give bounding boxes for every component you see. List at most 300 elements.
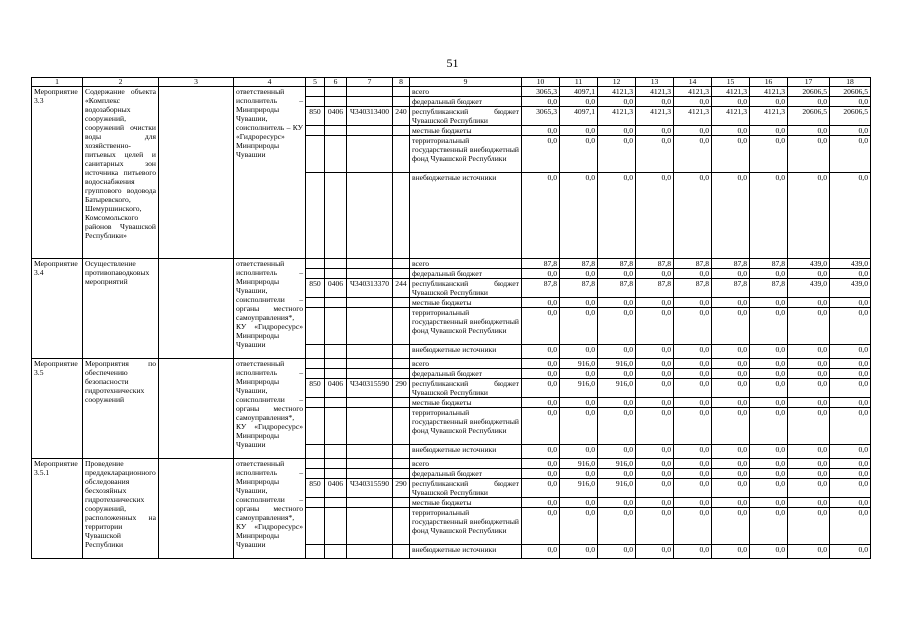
executor: ответственный исполнитель – Минприроды Чувашии, соисполнители – органы местного самоуправления*, КУ «Гидроресурс» Минприроды Чувашии: [234, 459, 306, 559]
amount-cell: 87,8: [674, 279, 712, 298]
amount-cell: 0,0: [788, 445, 830, 459]
code-empty: [325, 508, 347, 545]
amount-cell: 0,0: [750, 97, 788, 107]
amount-cell: 0,0: [522, 398, 560, 408]
amount-cell: 0,0: [636, 469, 674, 479]
amount-cell: 87,8: [560, 279, 598, 298]
amount-cell: 0,0: [712, 498, 750, 508]
amount-cell: 0,0: [712, 398, 750, 408]
amount-cell: 916,0: [598, 459, 636, 469]
amount-cell: 0,0: [712, 298, 750, 308]
code-empty: [325, 308, 347, 345]
amount-cell: 0,0: [712, 445, 750, 459]
funding-source: федеральный бюджет: [410, 469, 522, 479]
amount-cell: 87,8: [560, 259, 598, 269]
code-csr: Ч340313400: [347, 107, 393, 126]
amount-cell: 0,0: [636, 445, 674, 459]
amount-cell: 916,0: [598, 479, 636, 498]
amount-cell: 0,0: [750, 469, 788, 479]
amount-cell: 0,0: [560, 126, 598, 136]
amount-cell: 0,0: [830, 359, 871, 369]
code-empty: [347, 408, 393, 445]
amount-cell: 0,0: [750, 445, 788, 459]
code-empty: [347, 97, 393, 107]
table-row: [32, 459, 871, 469]
amount-cell: 87,8: [712, 279, 750, 298]
amount-cell: 0,0: [712, 469, 750, 479]
code-empty: [306, 97, 325, 107]
header-cell: 16: [750, 78, 788, 87]
amount-cell: 0,0: [598, 345, 636, 359]
code-empty: [325, 408, 347, 445]
code-csr: Ч340315590: [347, 479, 393, 498]
amount-cell: 0,0: [830, 345, 871, 359]
funding-source: федеральный бюджет: [410, 269, 522, 279]
code-empty: [393, 445, 410, 459]
measure-label: Мероприятие 3.3: [32, 87, 83, 259]
amount-cell: 0,0: [712, 459, 750, 469]
amount-cell: 0,0: [750, 269, 788, 279]
header-cell: 15: [712, 78, 750, 87]
funding-source: республиканский бюджет Чувашской Республики: [410, 107, 522, 126]
code-empty: [393, 173, 410, 259]
amount-cell: 0,0: [522, 408, 560, 445]
amount-cell: 0,0: [830, 398, 871, 408]
amount-cell: 0,0: [712, 126, 750, 136]
amount-cell: 0,0: [788, 298, 830, 308]
code-empty: [325, 97, 347, 107]
code-empty: [347, 259, 393, 269]
amount-cell: 0,0: [788, 369, 830, 379]
amount-cell: 0,0: [830, 479, 871, 498]
header-cell: 1: [32, 78, 83, 87]
amount-cell: 0,0: [560, 498, 598, 508]
amount-cell: 916,0: [598, 359, 636, 369]
funding-source: республиканский бюджет Чувашской Республики: [410, 379, 522, 398]
amount-cell: 0,0: [788, 379, 830, 398]
amount-cell: 0,0: [522, 298, 560, 308]
code-empty: [325, 126, 347, 136]
amount-cell: 0,0: [750, 508, 788, 545]
header-cell: 17: [788, 78, 830, 87]
amount-cell: 0,0: [560, 545, 598, 559]
amount-cell: 0,0: [598, 545, 636, 559]
amount-cell: 4097,1: [560, 107, 598, 126]
amount-cell: 0,0: [636, 498, 674, 508]
amount-cell: 0,0: [712, 379, 750, 398]
amount-cell: 4121,3: [636, 107, 674, 126]
amount-cell: 0,0: [674, 126, 712, 136]
header-cell: 11: [560, 78, 598, 87]
amount-cell: 0,0: [712, 345, 750, 359]
amount-cell: 916,0: [560, 359, 598, 369]
code-empty: [325, 398, 347, 408]
amount-cell: 0,0: [598, 308, 636, 345]
code-empty: [306, 469, 325, 479]
amount-cell: 0,0: [712, 173, 750, 259]
code-empty: [347, 308, 393, 345]
amount-cell: 87,8: [522, 279, 560, 298]
amount-cell: 0,0: [712, 508, 750, 545]
header-cell: 9: [410, 78, 522, 87]
measure-label: Мероприятие 3.4: [32, 259, 83, 359]
amount-cell: 20606,5: [830, 87, 871, 97]
amount-cell: 0,0: [598, 298, 636, 308]
code-vr: 290: [393, 379, 410, 398]
code-empty: [306, 359, 325, 369]
code-empty: [393, 498, 410, 508]
code-empty: [347, 459, 393, 469]
amount-cell: 87,8: [636, 279, 674, 298]
code-empty: [325, 498, 347, 508]
code-empty: [347, 298, 393, 308]
amount-cell: 0,0: [830, 126, 871, 136]
amount-cell: 4121,3: [712, 87, 750, 97]
code-empty: [347, 398, 393, 408]
amount-cell: 439,0: [788, 279, 830, 298]
code-empty: [306, 308, 325, 345]
amount-cell: 0,0: [750, 126, 788, 136]
code-empty: [325, 269, 347, 279]
amount-cell: 0,0: [636, 345, 674, 359]
funding-source: всего: [410, 459, 522, 469]
code-empty: [325, 259, 347, 269]
amount-cell: 4121,3: [750, 87, 788, 97]
amount-cell: 0,0: [830, 508, 871, 545]
code-empty: [306, 126, 325, 136]
header-cell: 8: [393, 78, 410, 87]
amount-cell: 0,0: [788, 173, 830, 259]
amount-cell: 3065,3: [522, 107, 560, 126]
table-row: [32, 87, 871, 97]
amount-cell: 0,0: [674, 308, 712, 345]
amount-cell: 0,0: [598, 269, 636, 279]
amount-cell: 0,0: [636, 269, 674, 279]
amount-cell: 0,0: [788, 126, 830, 136]
code-empty: [393, 508, 410, 545]
funding-source: всего: [410, 359, 522, 369]
code-empty: [393, 298, 410, 308]
amount-cell: 0,0: [674, 508, 712, 545]
header-cell: 13: [636, 78, 674, 87]
code-empty: [347, 445, 393, 459]
amount-cell: 0,0: [750, 545, 788, 559]
code-empty: [393, 359, 410, 369]
amount-cell: 0,0: [788, 398, 830, 408]
amount-cell: 0,0: [788, 498, 830, 508]
code-empty: [325, 369, 347, 379]
code-empty: [347, 508, 393, 545]
amount-cell: 0,0: [522, 97, 560, 107]
header-cell: 6: [325, 78, 347, 87]
amount-cell: 0,0: [598, 445, 636, 459]
amount-cell: 0,0: [522, 126, 560, 136]
code-rzpr: 0406: [325, 479, 347, 498]
header-cell: 14: [674, 78, 712, 87]
amount-cell: 0,0: [750, 173, 788, 259]
header-cell: 4: [234, 78, 306, 87]
code-empty: [393, 459, 410, 469]
amount-cell: 0,0: [674, 398, 712, 408]
amount-cell: 0,0: [712, 408, 750, 445]
code-rzpr: 0406: [325, 379, 347, 398]
amount-cell: 0,0: [712, 97, 750, 107]
amount-cell: 0,0: [636, 408, 674, 445]
amount-cell: 0,0: [830, 408, 871, 445]
amount-cell: 0,0: [522, 359, 560, 369]
amount-cell: 0,0: [674, 345, 712, 359]
amount-cell: 0,0: [750, 345, 788, 359]
funding-source: местные бюджеты: [410, 398, 522, 408]
amount-cell: 0,0: [674, 469, 712, 479]
amount-cell: 87,8: [712, 259, 750, 269]
amount-cell: 0,0: [830, 498, 871, 508]
amount-cell: 4121,3: [750, 107, 788, 126]
amount-cell: 0,0: [750, 498, 788, 508]
amount-cell: 0,0: [830, 308, 871, 345]
header-cell: 3: [159, 78, 234, 87]
amount-cell: 0,0: [712, 308, 750, 345]
amount-cell: 0,0: [636, 398, 674, 408]
funding-source: территориальный государственный внебюджетный фонд Чувашской Республики: [410, 408, 522, 445]
amount-cell: 0,0: [636, 97, 674, 107]
code-empty: [393, 408, 410, 445]
amount-cell: 0,0: [560, 173, 598, 259]
amount-cell: 0,0: [598, 126, 636, 136]
amount-cell: 0,0: [674, 136, 712, 173]
amount-cell: 0,0: [636, 173, 674, 259]
amount-cell: 439,0: [788, 259, 830, 269]
funding-source: внебюджетные источники: [410, 345, 522, 359]
amount-cell: 0,0: [674, 498, 712, 508]
funding-source: внебюджетные источники: [410, 445, 522, 459]
code-rzpr: 0406: [325, 279, 347, 298]
amount-cell: 0,0: [712, 479, 750, 498]
amount-cell: 0,0: [830, 445, 871, 459]
amount-cell: 0,0: [830, 369, 871, 379]
code-empty: [306, 173, 325, 259]
code-empty: [393, 369, 410, 379]
amount-cell: 0,0: [712, 545, 750, 559]
amount-cell: 0,0: [788, 469, 830, 479]
amount-cell: 0,0: [560, 308, 598, 345]
amount-cell: 0,0: [560, 369, 598, 379]
amount-cell: 439,0: [830, 279, 871, 298]
code-empty: [393, 269, 410, 279]
amount-cell: 0,0: [522, 369, 560, 379]
amount-cell: 0,0: [830, 379, 871, 398]
col3-empty: [159, 259, 234, 359]
amount-cell: 87,8: [598, 279, 636, 298]
amount-cell: 0,0: [522, 508, 560, 545]
amount-cell: 0,0: [674, 97, 712, 107]
amount-cell: 0,0: [750, 459, 788, 469]
amount-cell: 0,0: [636, 459, 674, 469]
amount-cell: 916,0: [560, 379, 598, 398]
funding-source: всего: [410, 87, 522, 97]
amount-cell: 0,0: [636, 308, 674, 345]
amount-cell: 0,0: [560, 445, 598, 459]
amount-cell: 0,0: [522, 269, 560, 279]
code-empty: [325, 345, 347, 359]
amount-cell: 0,0: [560, 469, 598, 479]
funding-source: внебюджетные источники: [410, 545, 522, 559]
code-csr: Ч340313370: [347, 279, 393, 298]
amount-cell: 4121,3: [636, 87, 674, 97]
code-empty: [306, 298, 325, 308]
amount-cell: 0,0: [830, 469, 871, 479]
amount-cell: 916,0: [598, 379, 636, 398]
funding-source: местные бюджеты: [410, 298, 522, 308]
code-empty: [306, 345, 325, 359]
amount-cell: 20606,5: [788, 87, 830, 97]
code-empty: [393, 545, 410, 559]
amount-cell: 0,0: [712, 359, 750, 369]
header-cell: 2: [83, 78, 159, 87]
amount-cell: 0,0: [636, 369, 674, 379]
amount-cell: 916,0: [560, 459, 598, 469]
code-vr: 244: [393, 279, 410, 298]
code-empty: [325, 87, 347, 97]
amount-cell: 0,0: [830, 269, 871, 279]
amount-cell: 0,0: [674, 459, 712, 469]
amount-cell: 0,0: [750, 379, 788, 398]
amount-cell: 0,0: [830, 136, 871, 173]
code-empty: [306, 408, 325, 445]
code-empty: [393, 136, 410, 173]
amount-cell: 0,0: [712, 369, 750, 379]
amount-cell: 87,8: [636, 259, 674, 269]
amount-cell: 0,0: [636, 298, 674, 308]
amount-cell: 4121,3: [712, 107, 750, 126]
measure-label: Мероприятие 3.5.1: [32, 459, 83, 559]
amount-cell: 0,0: [674, 379, 712, 398]
amount-cell: 0,0: [788, 308, 830, 345]
code-empty: [393, 97, 410, 107]
header-row: [32, 78, 871, 87]
code-empty: [306, 498, 325, 508]
amount-cell: 0,0: [522, 479, 560, 498]
measure-name: Мероприятия по обеспечению безопасности гидротехнических сооружений: [83, 359, 159, 459]
code-empty: [347, 345, 393, 359]
amount-cell: 916,0: [560, 479, 598, 498]
code-empty: [325, 545, 347, 559]
executor: ответственный исполнитель – Минприроды Чувашии, соисполнитель – КУ «Гидроресурс» Минприроды Чувашии: [234, 87, 306, 259]
funding-source: территориальный государственный внебюджетный фонд Чувашской Республики: [410, 508, 522, 545]
code-empty: [347, 359, 393, 369]
amount-cell: 4121,3: [674, 107, 712, 126]
amount-cell: 0,0: [788, 479, 830, 498]
code-empty: [306, 445, 325, 459]
amount-cell: 0,0: [636, 545, 674, 559]
code-empty: [347, 269, 393, 279]
amount-cell: 0,0: [830, 459, 871, 469]
header-cell: 10: [522, 78, 560, 87]
amount-cell: 87,8: [522, 259, 560, 269]
amount-cell: 0,0: [560, 269, 598, 279]
code-empty: [347, 469, 393, 479]
amount-cell: 0,0: [788, 508, 830, 545]
amount-cell: 0,0: [522, 498, 560, 508]
code-empty: [393, 469, 410, 479]
amount-cell: 0,0: [522, 173, 560, 259]
amount-cell: 0,0: [674, 445, 712, 459]
code-empty: [306, 136, 325, 173]
table-row: [32, 259, 871, 269]
code-empty: [347, 126, 393, 136]
amount-cell: 0,0: [830, 97, 871, 107]
code-empty: [306, 269, 325, 279]
amount-cell: 0,0: [830, 173, 871, 259]
code-csr: Ч340315590: [347, 379, 393, 398]
funding-source: территориальный государственный внебюджетный фонд Чувашской Республики: [410, 308, 522, 345]
amount-cell: 0,0: [788, 545, 830, 559]
amount-cell: 87,8: [674, 259, 712, 269]
amount-cell: 0,0: [830, 298, 871, 308]
code-empty: [306, 87, 325, 97]
code-empty: [306, 508, 325, 545]
funding-source: всего: [410, 259, 522, 269]
amount-cell: 0,0: [712, 269, 750, 279]
amount-cell: 0,0: [674, 173, 712, 259]
amount-cell: 0,0: [560, 298, 598, 308]
code-grbs: 850: [306, 279, 325, 298]
amount-cell: 0,0: [598, 508, 636, 545]
amount-cell: 0,0: [522, 469, 560, 479]
amount-cell: 87,8: [598, 259, 636, 269]
code-empty: [393, 345, 410, 359]
header-cell: 7: [347, 78, 393, 87]
code-empty: [306, 459, 325, 469]
amount-cell: 0,0: [674, 369, 712, 379]
code-empty: [347, 136, 393, 173]
amount-cell: 0,0: [788, 269, 830, 279]
col3-empty: [159, 359, 234, 459]
table-row: [32, 359, 871, 369]
measure-name: Проведение преддекларационного обследования бесхозяйных гидротехнических сооружений, расположенных на территории Чувашской Республики: [83, 459, 159, 559]
code-grbs: 850: [306, 479, 325, 498]
code-empty: [325, 298, 347, 308]
amount-cell: 0,0: [598, 369, 636, 379]
code-rzpr: 0406: [325, 107, 347, 126]
code-empty: [325, 359, 347, 369]
amount-cell: 0,0: [522, 345, 560, 359]
code-empty: [393, 398, 410, 408]
amount-cell: 0,0: [788, 136, 830, 173]
code-empty: [347, 173, 393, 259]
amount-cell: 0,0: [598, 136, 636, 173]
amount-cell: 0,0: [560, 97, 598, 107]
amount-cell: 0,0: [750, 359, 788, 369]
amount-cell: 0,0: [674, 545, 712, 559]
amount-cell: 0,0: [674, 269, 712, 279]
amount-cell: 0,0: [598, 97, 636, 107]
code-empty: [347, 498, 393, 508]
amount-cell: 0,0: [560, 408, 598, 445]
amount-cell: 0,0: [522, 379, 560, 398]
header-cell: 5: [306, 78, 325, 87]
amount-cell: 0,0: [674, 359, 712, 369]
header-cell: 18: [830, 78, 871, 87]
amount-cell: 0,0: [636, 379, 674, 398]
amount-cell: 0,0: [788, 408, 830, 445]
amount-cell: 0,0: [712, 136, 750, 173]
code-empty: [306, 259, 325, 269]
measure-name: Содержание объекта «Комплекс водозаборных сооружений, сооружений очистки воды для хозяйственно-питьевых целей и санитарных зон источника питьевого водоснабжения группового водовода Батыревского, Шемуршинского, Комсомольского районов Чувашской Республики»: [83, 87, 159, 259]
amount-cell: 0,0: [598, 498, 636, 508]
funding-source: республиканский бюджет Чувашской Республики: [410, 479, 522, 498]
funding-source: федеральный бюджет: [410, 369, 522, 379]
